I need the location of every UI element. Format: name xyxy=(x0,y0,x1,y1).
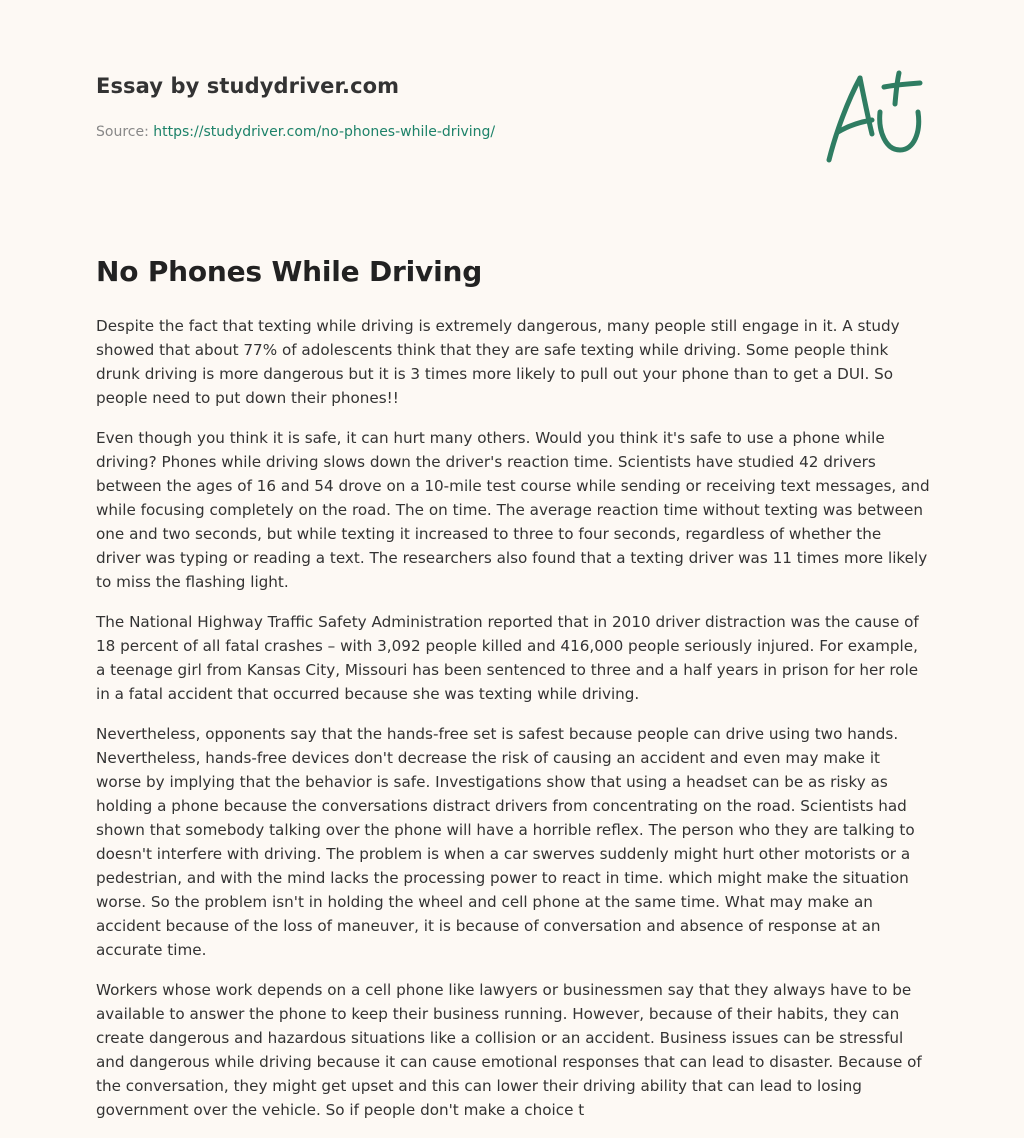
essay-title: No Phones While Driving xyxy=(96,255,483,288)
essay-paragraph: Workers whose work depends on a cell phone like lawyers or businessmen say that they always have to be available to answer the phone to keep their business running. However, because of their habits, they can create dangerous and hazardous situations like a collision or an accident. Business issues can be stressful and dangerous while driving because it can cause emotional responses that can lead to disaster. Because of the conversation, they might get upset and this can lower their driving ability that can lead to losing government over the vehicle. So if people don't make a choice t xyxy=(96,981,922,1119)
source-link[interactable]: https://studydriver.com/no-phones-while-driving/ xyxy=(153,124,496,140)
source-label: Source: xyxy=(96,124,154,140)
essay-paragraph: Even though you think it is safe, it can hurt many others. Would you think it's safe to use a phone while driving? Phones while driving slows down the driver's reaction time. Scientists have studied 42 drivers between the ages of 16 and 54 drove on a 10-mile test course while sending or receiving text messages, and while focusing completely on the road. The on time. The average reaction time without texting was between one and two seconds, but while texting it increased to three to four seconds, regardless of whether the driver was typing or reading a text. The researchers also found that a texting driver was 11 times more likely to miss the flashing light. xyxy=(96,429,930,591)
essay-paragraph: The National Highway Traffic Safety Administration reported that in 2010 driver distraction was the cause of 18 percent of all fatal crashes – with 3,092 people killed and 416,000 people seriously injured. For example, a teenage girl from Kansas City, Missouri has been sentenced to three and a half years in prison for her role in a fatal accident that occurred because she was texting while driving. xyxy=(96,613,919,703)
essay-body xyxy=(96,314,930,1138)
source-line xyxy=(96,124,696,140)
brand-title: Essay by studydriver.com xyxy=(96,74,400,98)
essay-paragraph: Nevertheless, opponents say that the hands-free set is safest because people can drive using two hands. Nevertheless, hands-free devices don't decrease the risk of causing an accident and even may make it worse by implying that the behavior is safe. Investigations show that using a headset can be as risky as holding a phone because the conversations distract drivers from concentrating on the road. Scientists had shown that somebody talking over the phone will have a horrible reflex. The person who they are talking to doesn't interfere with driving. The problem is when a car swerves suddenly might hurt other motorists or a pedestrian, and with the mind lacks the processing power to react in time. which might make the situation worse. So the problem isn't in holding the wheel and cell phone at the same time. What may make an accident because of the loss of maneuver, it is because of conversation and absence of response at an accurate time. xyxy=(96,725,915,959)
a-plus-logo-svg xyxy=(822,68,926,164)
essay-paragraph: Despite the fact that texting while driving is extremely dangerous, many people still engage in it. A study showed that about 77% of adolescents think that they are safe texting while driving. Some people think drunk driving is more dangerous but it is 3 times more likely to pull out your phone than to get a DUI. So people need to put down their phones!! xyxy=(96,317,900,407)
essay-header xyxy=(96,74,696,140)
a-plus-logo-icon xyxy=(822,68,926,164)
